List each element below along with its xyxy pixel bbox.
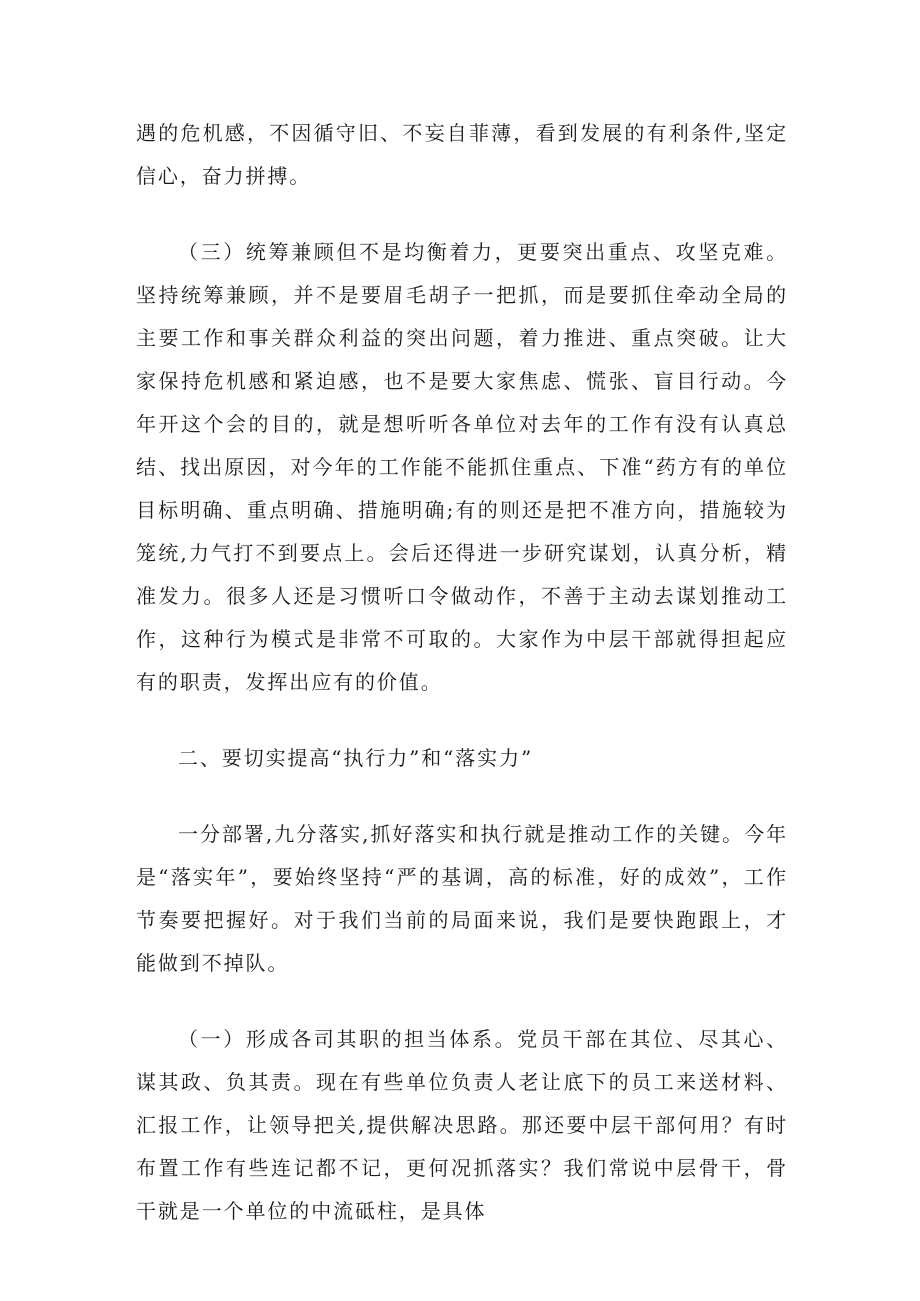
paragraph-1: 遇的危机感，不因循守旧、不妄自菲薄，看到发展的有利条件,坚定信心，奋力拼搏。 [136, 121, 788, 188]
section-heading: 二、要切实提高“执行力”和“落实力” [178, 746, 534, 770]
paragraph-2: （三）统筹兼顾但不是均衡着力，更要突出重点、攻坚克难。坚持统筹兼顾，并不是要眉毛胡子一把抓，而是要抓住牵动全局的主要工作和事关群众利益的突出问题，着力推进、重点突破。让大家保持危机感和紧迫感，也不是要大家焦虑、慌张、盲目行动。今年开这个会的目的，就是想听听各单位对去年的工作有没有认真总结、找出原因，对今年的工作能不能抓住重点、下准“药方有的单位目标明确、重点明确、措施明确;有的则还是把不准方向，措施较为笼统,力气打不到要点上。会后还得进一步研究谋划，认真分析，精准发力。很多人还是习惯听口令做动作，不善于主动去谋划推动工作，这种行为模式是非常不可取的。大家作为中层干部就得担起应有的职责，发挥出应有的价值。 [136, 240, 788, 694]
document-page [136, 112, 788, 1233]
paragraph-3: 一分部署,九分落实,抓好落实和执行就是推动工作的关键。今年是“落实年”，要始终坚持“严的基调，高的标准，好的成效”，工作节奏要把握好。对于我们当前的局面来说，我们是要快跑跟上，才能做到不掉队。 [136, 822, 788, 975]
paragraph-4: （一）形成各司其职的担当体系。党员干部在其位、尽其心、谋其政、负其责。现在有些单位负责人老让底下的员工来送材料、汇报工作，让领导把关,提供解决思路。那还要中层干部何用？有时布置工作有些连记都不记，更何况抓落实？我们常说中层骨干，骨干就是一个单位的中流砥柱，是具体 [136, 1027, 788, 1223]
